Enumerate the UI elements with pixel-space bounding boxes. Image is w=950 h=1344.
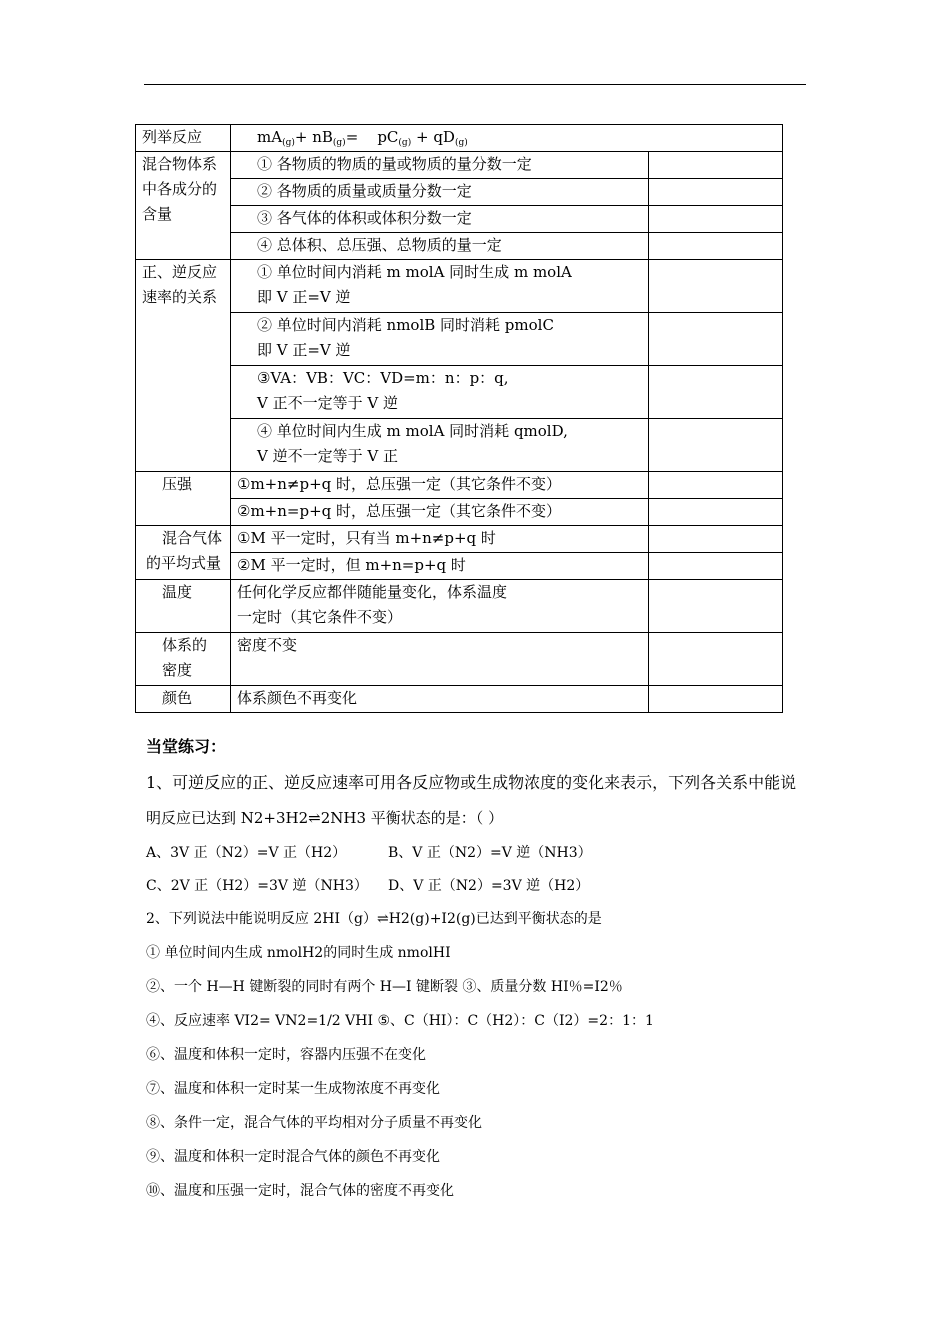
composition-item: ① 各物质的物质的量或物质的量分数一定 (231, 152, 649, 179)
row-label-pressure: 压强 (136, 472, 231, 526)
answer-cell (649, 553, 783, 580)
header-rule (144, 84, 806, 85)
table-row (136, 686, 783, 713)
q2-statement: ④、反应速率 VI2= VN2=1/2 VHI ⑤、C（HI）：C（H2）：C（I2）=2：1：1 (146, 1013, 654, 1029)
q2-statement: ① 单位时间内生成 nmolH2的同时生成 nmolHI (146, 945, 451, 961)
density-item: 密度不变 (231, 633, 649, 686)
table-row (136, 472, 783, 499)
practice-heading: 当堂练习： (146, 737, 227, 756)
table-row (136, 260, 783, 313)
row-label-density: 体系的 密度 (136, 633, 231, 686)
table-row (136, 419, 783, 472)
q2-statement: ⑨、温度和体积一定时混合气体的颜色不再变化 (146, 1149, 440, 1165)
composition-item: ④ 总体积、总压强、总物质的量一定 (231, 233, 649, 260)
molar-mass-item: ①M 平一定时，只有当 m+n≠p+q 时 (231, 526, 649, 553)
answer-cell (649, 419, 783, 472)
equilibrium-criteria-table (135, 124, 783, 713)
answer-cell (649, 686, 783, 713)
temperature-item: 任何化学反应都伴随能量变化，体系温度 一定时（其它条件不变） (231, 580, 649, 633)
table-row (136, 366, 783, 419)
composition-item: ③ 各气体的体积或体积分数一定 (231, 206, 649, 233)
table-row (136, 580, 783, 633)
table-row (136, 179, 783, 206)
q1-line2: 明反应已达到 N2+3H2⇌2NH3 平衡状态的是：（ ） (146, 809, 504, 827)
reaction-cell: $mA_{(g)}+ nB_{(g)}=$ $pC_{(g)} + qD_{(g)}$ (231, 125, 783, 152)
table-row (136, 526, 783, 553)
table-row (136, 313, 783, 366)
answer-cell (649, 206, 783, 233)
row-label-composition: 混合物体系 中各成分的 含量 (136, 152, 231, 260)
rate-item: ② 单位时间内消耗 nmolB 同时消耗 pmolC 即 V 正=V 逆 (231, 313, 649, 366)
answer-cell (649, 580, 783, 633)
rate-item: ④ 单位时间内生成 m molA 同时消耗 qmolD, V 逆不一定等于 V 正 (231, 419, 649, 472)
table-row (136, 499, 783, 526)
table-row (136, 206, 783, 233)
answer-cell (649, 179, 783, 206)
table-row (136, 553, 783, 580)
pressure-item: ①m+n≠p+q 时，总压强一定（其它条件不变） (231, 472, 649, 499)
answer-cell (649, 260, 783, 313)
answer-cell (649, 313, 783, 366)
q1-option-d: D、V 正（N2）=3V 逆（H2） (388, 878, 590, 894)
q1-option-a: A、3V 正（N2）=V 正（H2） (146, 845, 347, 861)
q1-option-c: C、2V 正（H2）=3V 逆（NH3） (146, 878, 368, 894)
q1-option-b: B、V 正（N2）=V 逆（NH3） (388, 845, 592, 861)
answer-cell (649, 233, 783, 260)
rate-item: ③VA：VB：VC：VD=m：n：p：q, V 正不一定等于 V 逆 (231, 366, 649, 419)
q2-statement: ⑩、温度和压强一定时，混合气体的密度不再变化 (146, 1183, 454, 1199)
table-row (136, 233, 783, 260)
composition-item: ② 各物质的质量或质量分数一定 (231, 179, 649, 206)
answer-cell (649, 152, 783, 179)
table-row (136, 125, 783, 152)
color-item: 体系颜色不再变化 (231, 686, 649, 713)
answer-cell (649, 526, 783, 553)
q2-statement: ⑧、条件一定，混合气体的平均相对分子质量不再变化 (146, 1115, 482, 1131)
row-label-color: 颜色 (136, 686, 231, 713)
q2-stem: 2、下列说法中能说明反应 2HI（g）⇌H2(g)+I2(g)已达到平衡状态的是 (146, 911, 602, 927)
q2-statement: ⑦、温度和体积一定时某一生成物浓度不再变化 (146, 1081, 440, 1097)
row-label-reaction: 列举反应 (136, 125, 231, 152)
answer-cell (649, 472, 783, 499)
q2-statement: ②、一个 H—H 键断裂的同时有两个 H—I 键断裂 ③、质量分数 HI％=I2％ (146, 979, 623, 995)
q2-statement: ⑥、温度和体积一定时，容器内压强不在变化 (146, 1047, 426, 1063)
row-label-molar-mass: 混合气体 的平均式量 (136, 526, 231, 580)
row-label-rates: 正、逆反应 速率的关系 (136, 260, 231, 472)
table-row (136, 633, 783, 686)
table-row (136, 152, 783, 179)
answer-cell (649, 633, 783, 686)
rate-item: ① 单位时间内消耗 m molA 同时生成 m molA 即 V 正=V 逆 (231, 260, 649, 313)
answer-cell (649, 499, 783, 526)
q1-line1: 1、可逆反应的正、逆反应速率可用各反应物或生成物浓度的变化来表示，下列各关系中能说 (146, 773, 797, 792)
answer-cell (649, 366, 783, 419)
pressure-item: ②m+n=p+q 时，总压强一定（其它条件不变） (231, 499, 649, 526)
row-label-temperature: 温度 (136, 580, 231, 633)
molar-mass-item: ②M 平一定时，但 m+n=p+q 时 (231, 553, 649, 580)
